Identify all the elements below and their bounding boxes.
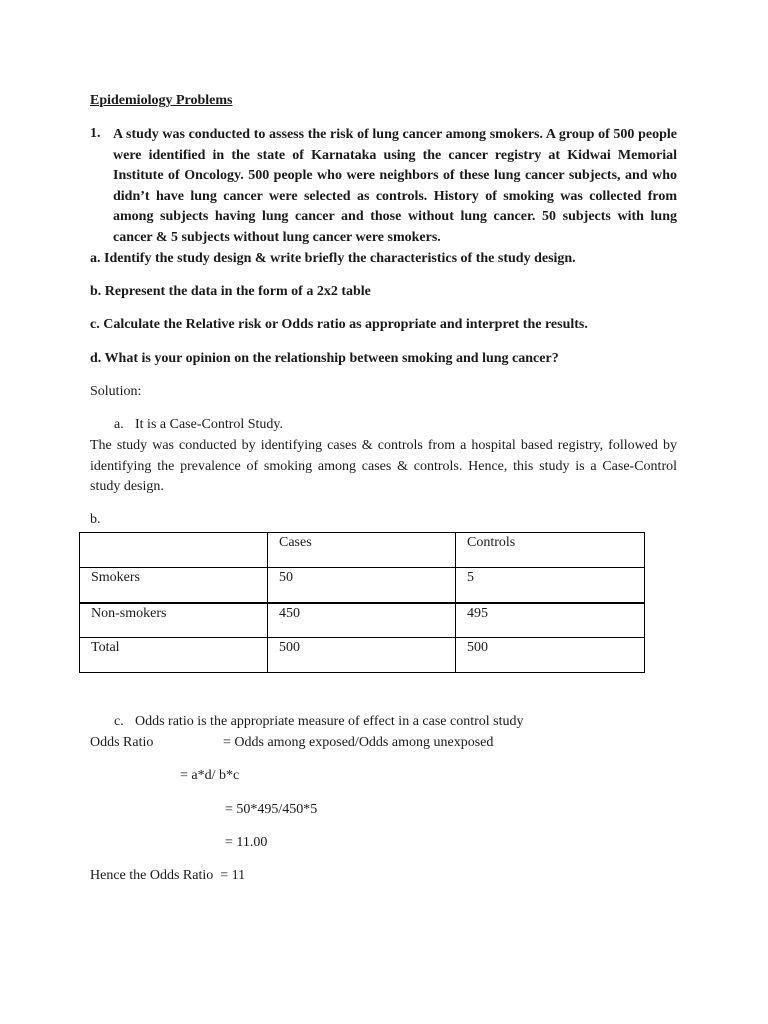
odds-ratio-substitution: = 50*495/450*5 (225, 802, 318, 817)
answer-b-label: b. (90, 512, 101, 527)
question-part-c: c. Calculate the Relative risk or Odds ratio as appropriate and interpret the results. (90, 317, 588, 332)
question-part-d: d. What is your opinion on the relationship between smoking and lung cancer? (90, 351, 559, 366)
table-header-cell: Controls (456, 533, 645, 568)
answer-a-text: It is a Case-Control Study. (135, 417, 284, 432)
table-cell: Total (80, 638, 268, 673)
odds-ratio-formula: = a*d/ b*c (180, 768, 240, 783)
two-by-two-table (79, 532, 645, 673)
table-row (80, 638, 645, 673)
table-cell: Smokers (80, 568, 268, 603)
answer-a-label: a. (114, 417, 124, 432)
odds-ratio-label: Odds Ratio (90, 735, 154, 750)
table-cell: 500 (268, 638, 456, 673)
table-cell: 495 (456, 603, 645, 638)
table-cell: Non-smokers (80, 603, 268, 638)
question-number: 1. (90, 126, 101, 141)
answer-a-paragraph: The study was conducted by identifying cases & controls from a hospital based registry, followed by identifying the prevalence of smoking among cases & controls. Hence, this study is a Case-Control study design. (90, 438, 677, 495)
odds-ratio-result: = 11.00 (225, 835, 268, 850)
table-header-cell: Cases (268, 533, 456, 568)
table-row (80, 603, 645, 638)
question-text: A study was conducted to assess the risk of lung cancer among smokers. A group of 500 people were identified in the state of Karnataka using the cancer registry at Kidwai Memorial Institute of Oncology. 500 people who were neighbors of these lung cancer subjects, and who didn’t have lung cancer were selected as controls. History of smoking was collected from among subjects having lung cancer and those without lung cancer. 50 subjects with lung cancer & 5 subjects without lung cancer were smokers. (113, 127, 677, 245)
question-part-a: a. Identify the study design & write briefly the characteristics of the study design. (90, 251, 576, 266)
question-part-b: b. Represent the data in the form of a 2x2 table (90, 284, 371, 299)
table-cell: 5 (456, 568, 645, 603)
table-header-row (80, 533, 645, 568)
page-title: Epidemiology Problems (90, 93, 233, 108)
table-row (80, 568, 645, 603)
table-cell: 500 (456, 638, 645, 673)
solution-heading: Solution: (90, 384, 142, 399)
table-cell: 450 (268, 603, 456, 638)
odds-ratio-definition: = Odds among exposed/Odds among unexposed (223, 735, 494, 750)
table-cell: 50 (268, 568, 456, 603)
answer-c-label: c. (114, 714, 124, 729)
answer-c-text: Odds ratio is the appropriate measure of effect in a case control study (135, 714, 524, 729)
table-header-cell (80, 533, 268, 568)
conclusion: Hence the Odds Ratio = 11 (90, 868, 246, 883)
